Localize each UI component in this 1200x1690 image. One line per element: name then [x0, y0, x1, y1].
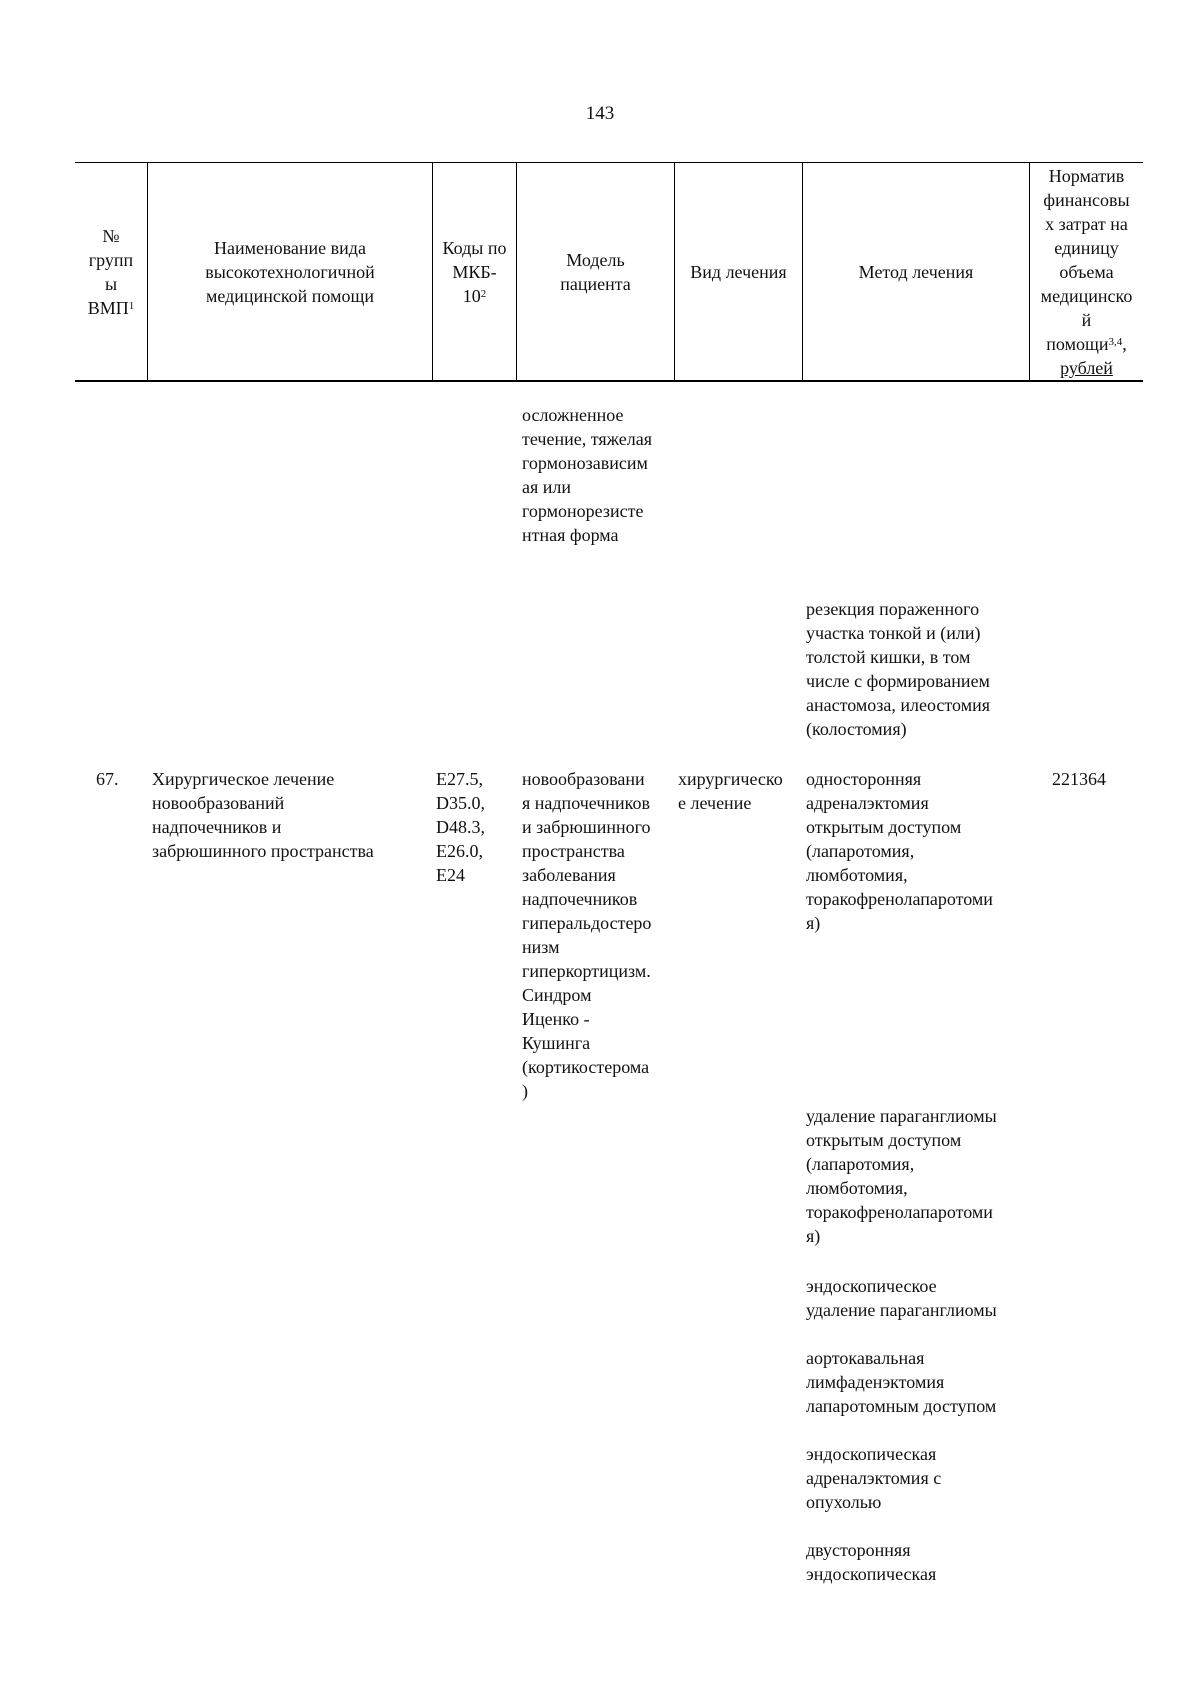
header-financial-norm: Норматив финансовы х затрат на единицу объема медицинско й помощи$^{3,4}$, рублей	[1040, 166, 1133, 378]
row-67-financial-norm: 221364	[1052, 769, 1106, 789]
row-67-method-3: эндоскопическое удаление параганглиомы	[806, 1276, 997, 1320]
header-patient-model: Модель пациента	[560, 249, 631, 294]
row-67-method-5: эндоскопическая адреналэктомия с опухолью	[806, 1444, 942, 1512]
row-67-patient-model: новообразовани я надпочечников и забрюшинного пространства заболевания надпочечников гиперальдостеро низм гиперкортицизм. Синдром Иценко - Кушинга (кортикостерома )	[522, 769, 652, 1101]
header-care-type: Наименование вида высокотехнологичной медицинской помощи	[205, 237, 375, 306]
continued-treatment-method: резекция пораженного участка тонкой и (или) толстой кишки, в том числе с формированием анастомоза, илеостомия (колостомия)	[806, 599, 991, 739]
row-67-method-6: двусторонняя эндоскопическая	[806, 1540, 937, 1584]
header-group-number: № групп ы ВМП$^1$	[87, 225, 135, 318]
row-67-icd-codes: E27.5, D35.0, D48.3, E26.0, E24	[436, 769, 485, 885]
row-67-treatment-type: хирургическо е лечение	[678, 769, 783, 813]
header-icd-codes: Коды по МКБ- $10^2$	[442, 237, 507, 306]
header-bottom-border	[75, 380, 1143, 382]
row-67-method-2: удаление параганглиомы открытым доступом (лапаротомия, люмботомия, торакофренолапаротоми я)	[806, 1106, 997, 1246]
continued-patient-model: осложненное течение, тяжелая гормонозависим ая или гормонорезисте нтная форма	[522, 405, 653, 545]
row-67-care-type: Хирургическое лечение новообразований надпочечников и забрюшинного пространства	[152, 769, 374, 861]
row-67-method-1: односторонняя адреналэктомия открытым доступом (лапаротомия, люмботомия, торакофренолапаротоми я)	[806, 769, 993, 933]
page-number: 143	[585, 103, 615, 124]
header-treatment-type: Вид лечения	[690, 261, 787, 282]
row-67-number: 67.	[96, 769, 119, 789]
row-67-method-4: аортокавальная лимфаденэктомия лапаротомным доступом	[806, 1348, 997, 1416]
header-treatment-method: Метод лечения	[858, 261, 974, 282]
